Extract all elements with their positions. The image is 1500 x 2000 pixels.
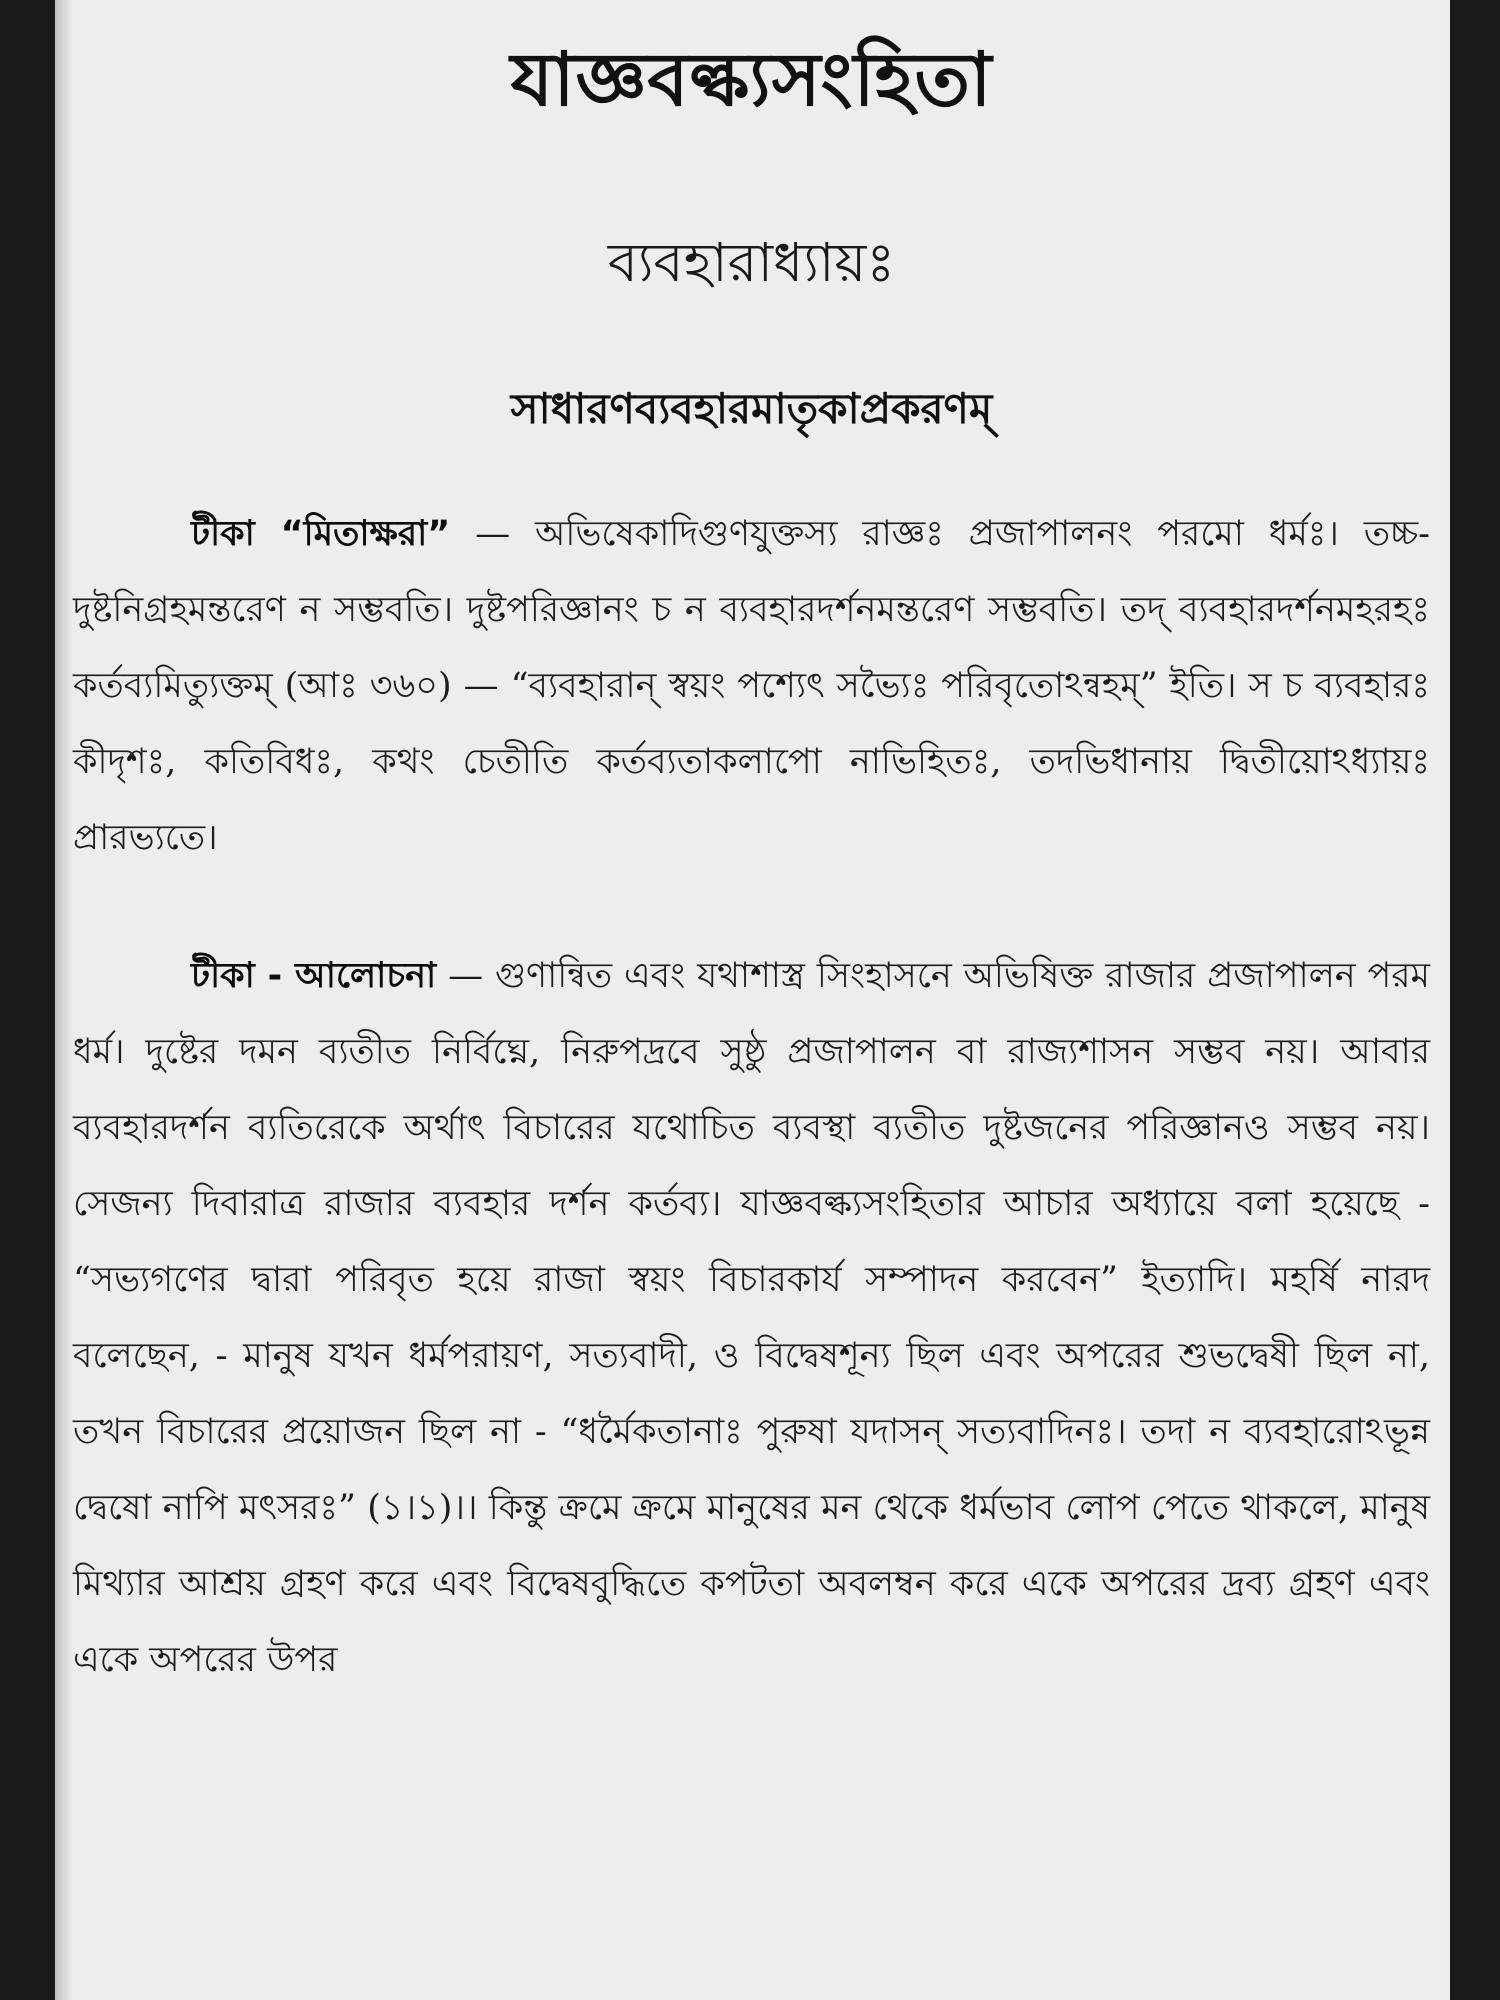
book-title: যাজ্ঞবল্ক্যসংহিতা [510, 37, 993, 123]
page-edge-shadow [55, 0, 73, 2000]
book-page [55, 0, 1450, 2000]
chapter-heading: ব্যবহারাধ্যায়ঃ [607, 231, 896, 294]
commentary-mitakshara-label: টীকা “মিতাক্ষরা” [191, 514, 451, 554]
commentary-mitakshara [73, 496, 1430, 876]
commentary-discussion-text: — গুণান্বিত এবং যথাশাস্ত্র সিংহাসনে অভিষিক্ত রাজার প্রজাপালন পরম ধর্ম। দুষ্টের দমন ব্যতীত নির্বিঘ্নে, নিরুপদ্রবে সুষ্ঠু প্রজাপালন বা রাজ্যশাসন সম্ভব নয়। আবার ব্যবহারদর্শন ব্যতিরেকে অর্থাৎ বিচারের যথোচিত ব্যবস্থা ব্যতীত দুষ্টজনের পরিজ্ঞানও সম্ভব নয়। সেজন্য দিবারাত্র রাজার ব্যবহার দর্শন কর্তব্য। যাজ্ঞবল্ক্যসংহিতার আচার অধ্যায়ে বলা হয়েছে - “সভ্যগণের দ্বারা পরিবৃত হয়ে রাজা স্বয়ং বিচারকার্য সম্পাদন করবেন” ইত্যাদি। মহর্ষি নারদ বলেছেন, - মানুষ যখন ধর্মপরায়ণ, সত্যবাদী, ও বিদ্বেষশূন্য ছিল এবং অপরের শুভদ্বেষী ছিল না, তখন বিচারের প্রয়োজন ছিল না - “ধর্মৈকতানাঃ পুরুষা যদাসন্ সত্যবাদিনঃ। তদা ন ব্যবহারোঽভূন্ন দ্বেষো নাপি মৎসরঃ” (১।১)।। কিন্তু ক্রমে ক্রমে মানুষের মন থেকে ধর্মভাব লোপ পেতে থাকলে, মানুষ মিথ্যার আশ্রয় গ্রহণ করে এবং বিদ্বেষবুদ্ধিতে কপটতা অবলম্বন করে একে অপরের দ্রব্য গ্রহণ এবং একে অপরের উপর [73, 956, 1430, 1680]
commentary-discussion-label: টীকা - আলোচনা [191, 956, 437, 996]
commentary-mitakshara-text: — অভিষেকাদিগুণযুক্তস্য রাজ্ঞঃ প্রজাপালনং পরমো ধর্মঃ। তচ্চ-দুষ্টনিগ্রহমন্তরেণ ন সম্ভবতি। দুষ্টপরিজ্ঞানং চ ন ব্যবহারদর্শনমন্তরেণ সম্ভবতি। তদ্ ব্যবহারদর্শনমহরহঃ কর্তব্যমিত্যুক্তম্ (আঃ ৩৬০) — “ব্যবহারান্ স্বয়ং পশ্যেৎ সভ্যৈঃ পরিবৃতোঽন্বহম্” ইতি। স চ ব্যবহারঃ কীদৃশঃ, কতিবিধঃ, কথং চেতীতি কর্তব্যতাকলাপো নাভিহিতঃ, তদভিধানায় দ্বিতীয়োঽধ্যায়ঃ প্রারভ্যতে। [73, 514, 1430, 858]
section-heading: সাধারণব্যবহারমাতৃকাপ্রকরণম্ [510, 384, 993, 433]
commentary-discussion [73, 938, 1430, 1698]
